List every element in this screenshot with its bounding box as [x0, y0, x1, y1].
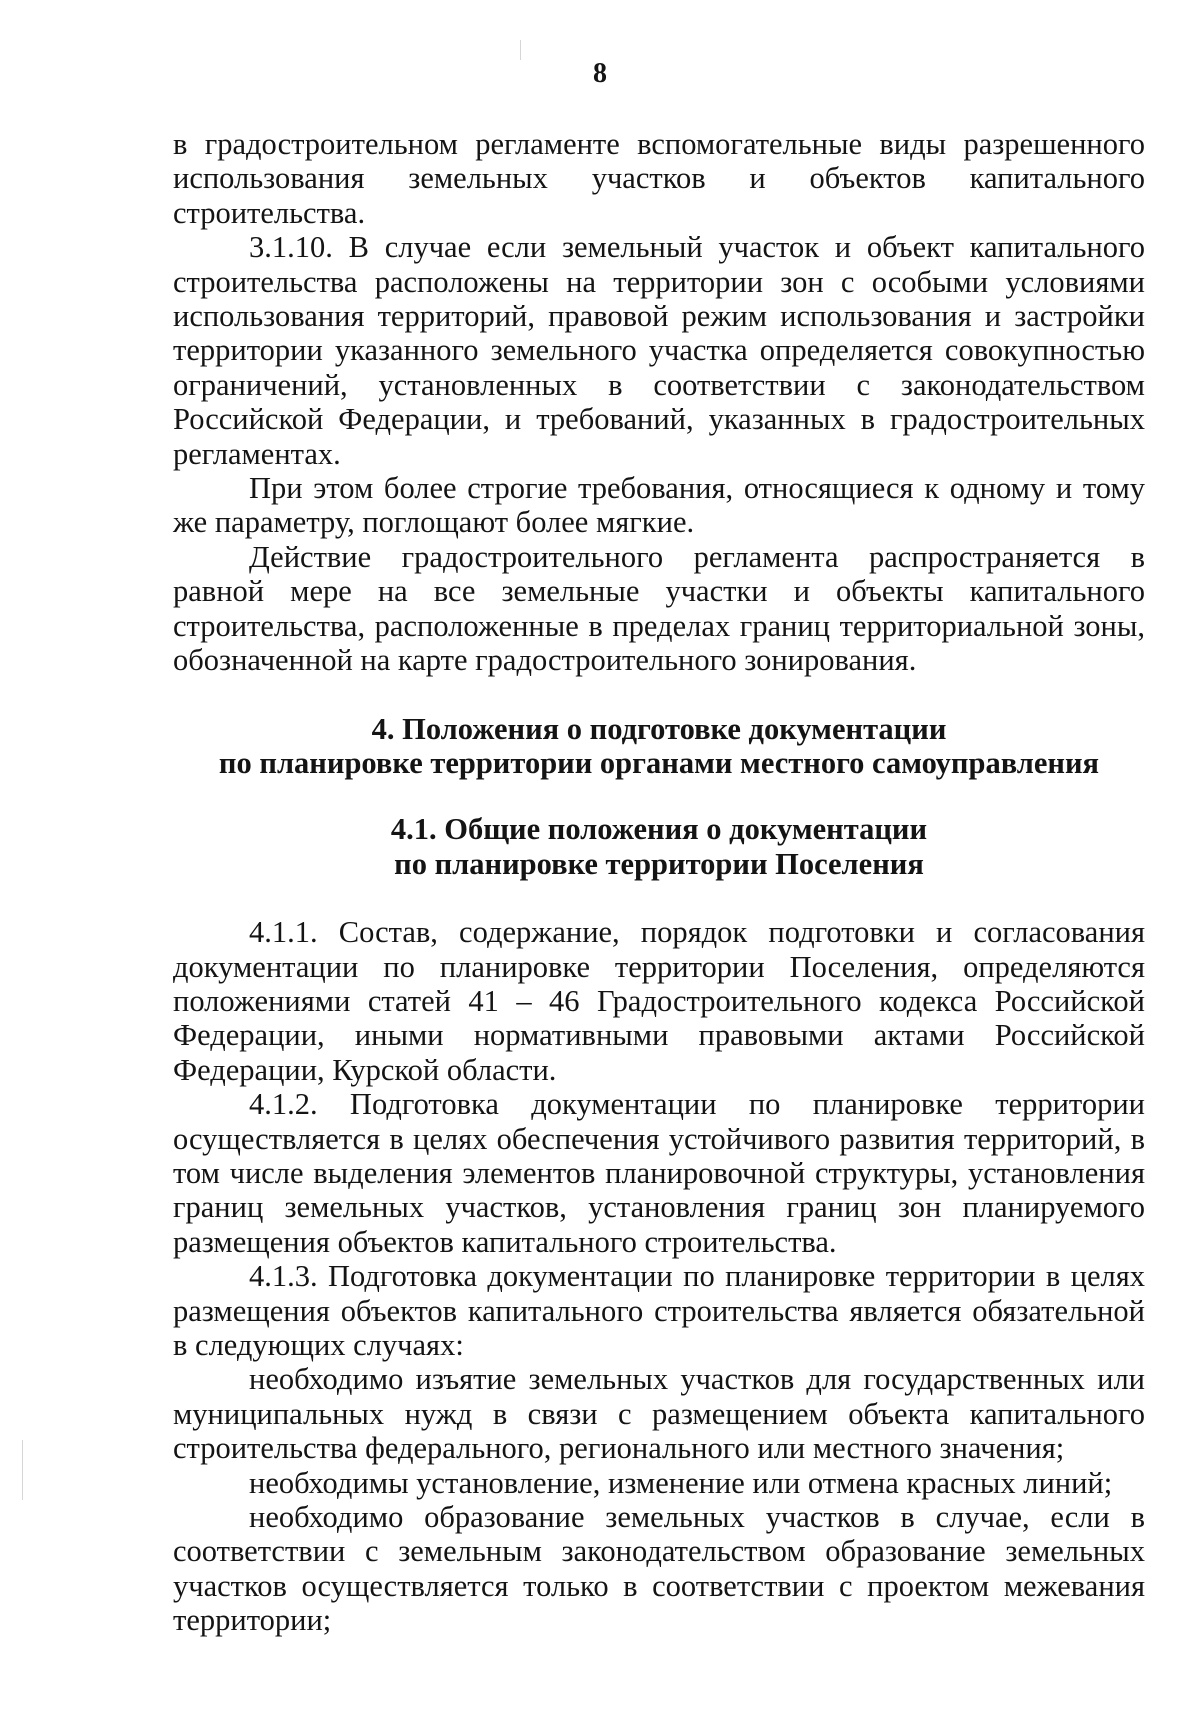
list-item-red-lines: необходимы установление, изменение или отмена красных линий; [249, 1465, 1113, 1500]
subsection-heading [173, 812, 1145, 881]
paragraph-strict-requirements: При этом более строгие требования, относящиеся к одному и тому же параметру, поглощают более мягкие. [173, 471, 1145, 540]
paragraph-3-1-10: 3.1.10. В случае если земельный участок и объект капитального строительства расположены на территории зон с особыми условиями использования территорий, правовой режим использования и застройки территории указанного земельного участка определяется совокупностью ограничений, установленных в соответствии с законодательством Российской Федерации, и требований, указанных в градостроительных регламентах. [173, 230, 1145, 471]
list-item-land-seizure: необходимо изъятие земельных участков для государственных или муниципальных нужд в связи с размещением объекта капитального строительства федерального, регионального или местного значения; [173, 1362, 1145, 1466]
paragraph-4-1-3: 4.1.3. Подготовка документации по планировке территории в целях размещения объектов капитального строительства является обязательной в следующих случаях: [173, 1259, 1145, 1362]
document-body [173, 127, 1145, 1638]
subsection-heading-line-1: 4.1. Общие положения о документации [390, 812, 928, 847]
scan-margin-mark [520, 40, 521, 60]
section-heading-line-1: 4. Положения о подготовке документации [371, 711, 947, 746]
paragraph-regulation-scope: Действие градостроительного регламента распространяется в равной мере на все земельные участки и объекты капитального строительства, расположенные в пределах границ территориальной зоны, обозначенной на карте градостроительного зонирования. [173, 539, 1145, 678]
paragraph-4-1-2: 4.1.2. Подготовка документации по планировке территории осуществляется в целях обеспечения устойчивого развития территорий, в том числе выделения элементов планировочной структуры, установления границ земельных участков, установления границ зон планируемого размещения объектов капитального строительства. [173, 1087, 1145, 1259]
paragraph-continuation: в градостроительном регламенте вспомогательные виды разрешенного использования земельных участков и объектов капитального строительства. [173, 127, 1145, 230]
section-heading [173, 712, 1145, 781]
paragraph-4-1-1: 4.1.1. Состав, содержание, порядок подготовки и согласования документации по планировке территории Поселения, определяются положениями статей 41 – 46 Градостроительного кодекса Российской Федерации, иными нормативными правовыми актами Российской Федерации, Курской области. [173, 915, 1145, 1087]
list-item-land-formation: необходимо образование земельных участков в случае, если в соответствии с земельным законодательством образование земельных участков осуществляется только в соответствии с проектом межевания территории; [173, 1500, 1145, 1638]
section-heading-line-2: по планировке территории органами местного самоуправления [218, 745, 1100, 780]
subsection-heading-line-2: по планировке территории Поселения [394, 846, 924, 881]
page-number: 8 [593, 58, 607, 89]
scan-margin-mark [22, 1440, 23, 1500]
